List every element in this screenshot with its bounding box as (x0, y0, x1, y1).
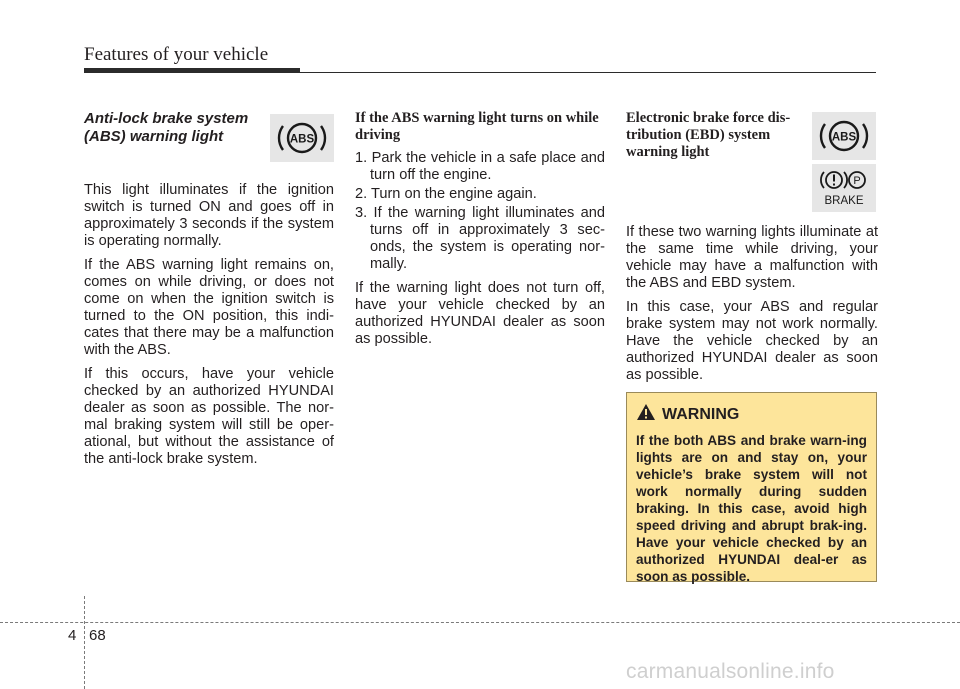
warning-box (626, 392, 877, 582)
header-rule (84, 72, 876, 73)
warning-heading (636, 403, 867, 426)
svg-text:P: P (853, 175, 861, 187)
ebd-abs-icon-label: ABS (831, 131, 857, 144)
column-abs-warning (84, 110, 334, 475)
abs-paragraph: This light illuminates if the ignition switch is turned ON and goes off in approximately 3 seconds if the system is operating normally. (84, 182, 334, 249)
steps-list (355, 150, 605, 273)
page-number: 68 (89, 627, 106, 644)
brake-warning-icon (812, 164, 876, 212)
driving-paragraph: If the warning light does not turn off, have your vehicle checked by an authorized HYUNDAI dealer as soon as possible. (355, 280, 605, 347)
warning-title: WARNING (662, 405, 740, 423)
warning-triangle-icon (636, 403, 656, 426)
abs-section-heading: Anti-lock brake system (ABS) warning light (84, 110, 249, 145)
abs-paragraph: If this occurs, have your vehicle checked by an authorized HYUNDAI dealer as soon as possible. The nor-mal braking system will still be oper-ational, but without the assistance of the anti-lock brake system. (84, 366, 334, 467)
ebd-paragraph: If these two warning lights illuminate at the same time while driving, your vehicle may have a malfunction with the ABS and EBD system. (626, 224, 878, 291)
footer-rule (0, 622, 960, 623)
list-item: 3. If the warning light illuminates and turns off in approximately 3 sec-onds, the system is operating nor-mally. (355, 205, 605, 272)
warning-text: If the both ABS and brake warn-ing lights are on and stay on, your vehicle’s brake system will not work normally during sudden braking. In this case, avoid high speed driving and abrupt brak-ing. Have your vehicle checked by an authorized HYUNDAI deal-er as soon as possible. (636, 433, 867, 584)
list-item: 1. Park the vehicle in a safe place and turn off the engine. (355, 150, 605, 183)
list-item: 2. Turn on the engine again. (355, 186, 537, 202)
abs-icon-label: ABS (289, 133, 315, 146)
ebd-paragraph: In this case, your ABS and regular brake system may not work normally. Have the vehicle checked by an authorized HYUNDAI dealer as soon as possible. (626, 299, 878, 383)
abs-paragraph: If the ABS warning light remains on, comes on while driving, or does not come on when the ignition switch is turned to the ON position, this indi-cates that there may be a malfunction with the ABS. (84, 257, 334, 358)
brake-icon-label: BRAKE (824, 195, 864, 207)
section-number: 4 (68, 627, 77, 644)
ebd-abs-icon (812, 112, 876, 160)
abs-warning-icon (270, 114, 334, 162)
watermark: carmanualsonline.info (626, 660, 835, 683)
page-title: Features of your vehicle (84, 44, 269, 65)
column-abs-driving (355, 110, 605, 355)
ebd-section-heading: Electronic brake force dis-tribution (EBD) system warning light (626, 110, 791, 160)
driving-section-heading: If the ABS warning light turns on while driving (355, 110, 599, 143)
footer-divider (84, 596, 85, 689)
